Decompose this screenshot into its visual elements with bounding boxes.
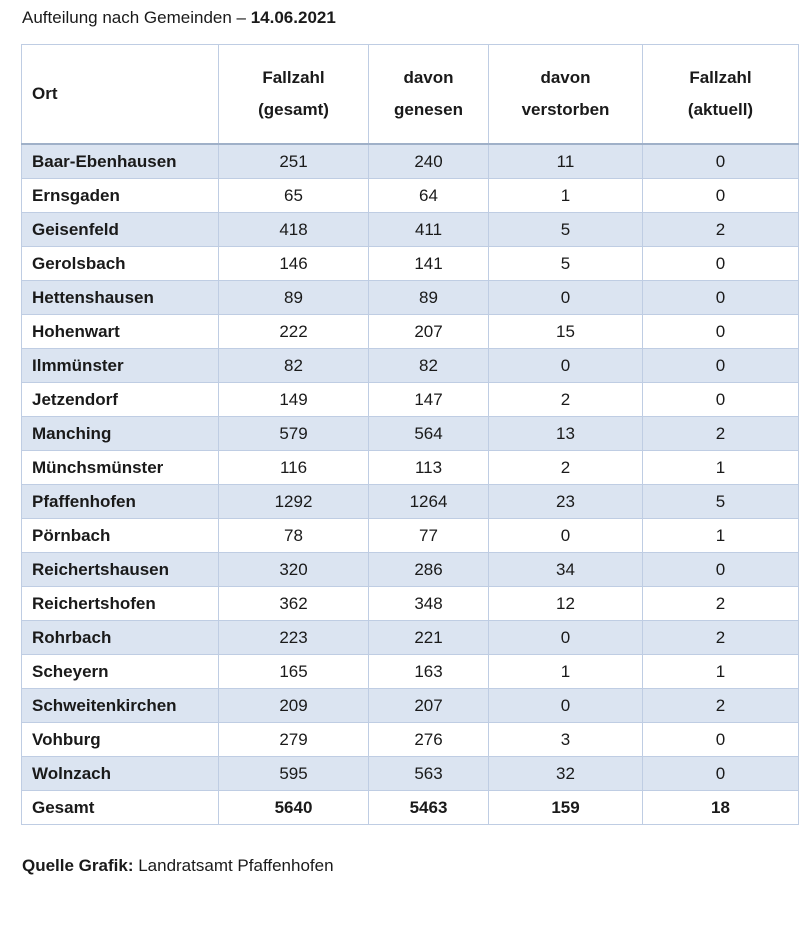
cases-table bbox=[21, 44, 799, 825]
header-fallzahl-gesamt: Fallzahl (gesamt) bbox=[219, 45, 369, 145]
table-row bbox=[22, 553, 799, 587]
cell-ort: Münchsmünster bbox=[22, 451, 219, 485]
cell-verstorben: 0 bbox=[489, 519, 643, 553]
cell-ort: Hohenwart bbox=[22, 315, 219, 349]
table-row bbox=[22, 349, 799, 383]
cell-ort: Schweitenkirchen bbox=[22, 689, 219, 723]
cell-fallzahl-gesamt: 78 bbox=[219, 519, 369, 553]
cell-verstorben: 1 bbox=[489, 179, 643, 213]
cell-fallzahl-aktuell: 0 bbox=[643, 179, 799, 213]
source-note bbox=[22, 855, 334, 877]
cell-verstorben: 34 bbox=[489, 553, 643, 587]
cell-fallzahl-gesamt: 165 bbox=[219, 655, 369, 689]
cell-ort: Hettenshausen bbox=[22, 281, 219, 315]
cell-fallzahl-aktuell: 0 bbox=[643, 757, 799, 791]
table-row bbox=[22, 247, 799, 281]
total-cell-fallzahl-aktuell: 18 bbox=[643, 791, 799, 825]
table-body bbox=[22, 144, 799, 825]
cell-genesen: 207 bbox=[369, 315, 489, 349]
cell-ort: Reichertshofen bbox=[22, 587, 219, 621]
cell-verstorben: 0 bbox=[489, 281, 643, 315]
cell-fallzahl-gesamt: 1292 bbox=[219, 485, 369, 519]
total-cell-ort: Gesamt bbox=[22, 791, 219, 825]
cell-fallzahl-gesamt: 89 bbox=[219, 281, 369, 315]
cell-verstorben: 13 bbox=[489, 417, 643, 451]
header-verstorben: davon verstorben bbox=[489, 45, 643, 145]
cell-fallzahl-gesamt: 116 bbox=[219, 451, 369, 485]
table-row bbox=[22, 213, 799, 247]
cell-fallzahl-aktuell: 5 bbox=[643, 485, 799, 519]
cell-genesen: 276 bbox=[369, 723, 489, 757]
table-row bbox=[22, 689, 799, 723]
source-label: Quelle Grafik: bbox=[22, 856, 134, 875]
cell-ort: Gerolsbach bbox=[22, 247, 219, 281]
cell-verstorben: 3 bbox=[489, 723, 643, 757]
cell-fallzahl-gesamt: 209 bbox=[219, 689, 369, 723]
cell-ort: Reichertshausen bbox=[22, 553, 219, 587]
cell-genesen: 348 bbox=[369, 587, 489, 621]
cell-fallzahl-gesamt: 222 bbox=[219, 315, 369, 349]
cell-genesen: 563 bbox=[369, 757, 489, 791]
table-row bbox=[22, 723, 799, 757]
cell-fallzahl-gesamt: 418 bbox=[219, 213, 369, 247]
cell-genesen: 207 bbox=[369, 689, 489, 723]
cell-genesen: 564 bbox=[369, 417, 489, 451]
cell-genesen: 64 bbox=[369, 179, 489, 213]
cell-ort: Manching bbox=[22, 417, 219, 451]
table-row bbox=[22, 485, 799, 519]
cell-fallzahl-gesamt: 251 bbox=[219, 144, 369, 179]
cell-fallzahl-aktuell: 2 bbox=[643, 213, 799, 247]
cell-ort: Jetzendorf bbox=[22, 383, 219, 417]
table-row bbox=[22, 144, 799, 179]
cell-fallzahl-gesamt: 146 bbox=[219, 247, 369, 281]
cell-fallzahl-gesamt: 362 bbox=[219, 587, 369, 621]
cell-ort: Pörnbach bbox=[22, 519, 219, 553]
cell-fallzahl-aktuell: 2 bbox=[643, 621, 799, 655]
header-ort: Ort bbox=[22, 45, 219, 145]
table-row bbox=[22, 281, 799, 315]
cell-verstorben: 15 bbox=[489, 315, 643, 349]
cell-fallzahl-aktuell: 0 bbox=[643, 144, 799, 179]
cell-fallzahl-aktuell: 0 bbox=[643, 553, 799, 587]
cell-fallzahl-gesamt: 149 bbox=[219, 383, 369, 417]
cell-ort: Scheyern bbox=[22, 655, 219, 689]
table-row bbox=[22, 451, 799, 485]
header-row bbox=[22, 45, 799, 145]
table-row bbox=[22, 179, 799, 213]
cell-ort: Ernsgaden bbox=[22, 179, 219, 213]
cell-verstorben: 0 bbox=[489, 689, 643, 723]
cell-genesen: 89 bbox=[369, 281, 489, 315]
cell-fallzahl-aktuell: 0 bbox=[643, 247, 799, 281]
cell-genesen: 113 bbox=[369, 451, 489, 485]
cell-fallzahl-aktuell: 0 bbox=[643, 281, 799, 315]
cell-fallzahl-aktuell: 0 bbox=[643, 349, 799, 383]
cell-verstorben: 5 bbox=[489, 247, 643, 281]
cell-fallzahl-aktuell: 0 bbox=[643, 383, 799, 417]
header-fallzahl-aktuell: Fallzahl (aktuell) bbox=[643, 45, 799, 145]
total-cell-fallzahl-gesamt: 5640 bbox=[219, 791, 369, 825]
cell-fallzahl-aktuell: 2 bbox=[643, 417, 799, 451]
cell-verstorben: 12 bbox=[489, 587, 643, 621]
cell-genesen: 286 bbox=[369, 553, 489, 587]
cell-genesen: 82 bbox=[369, 349, 489, 383]
source-value: Landratsamt Pfaffenhofen bbox=[133, 856, 334, 875]
cell-genesen: 147 bbox=[369, 383, 489, 417]
cell-ort: Geisenfeld bbox=[22, 213, 219, 247]
page-title bbox=[22, 7, 336, 29]
cell-verstorben: 0 bbox=[489, 621, 643, 655]
cell-ort: Ilmmünster bbox=[22, 349, 219, 383]
cell-genesen: 163 bbox=[369, 655, 489, 689]
cell-verstorben: 23 bbox=[489, 485, 643, 519]
table-row bbox=[22, 383, 799, 417]
cell-verstorben: 1 bbox=[489, 655, 643, 689]
cell-fallzahl-gesamt: 82 bbox=[219, 349, 369, 383]
cell-fallzahl-gesamt: 279 bbox=[219, 723, 369, 757]
cell-ort: Wolnzach bbox=[22, 757, 219, 791]
table-row bbox=[22, 519, 799, 553]
header-genesen: davon genesen bbox=[369, 45, 489, 145]
cell-fallzahl-aktuell: 1 bbox=[643, 519, 799, 553]
cell-verstorben: 0 bbox=[489, 349, 643, 383]
title-date: 14.06.2021 bbox=[250, 8, 336, 27]
cell-fallzahl-gesamt: 579 bbox=[219, 417, 369, 451]
table-row bbox=[22, 315, 799, 349]
cell-verstorben: 32 bbox=[489, 757, 643, 791]
cell-fallzahl-gesamt: 223 bbox=[219, 621, 369, 655]
cell-genesen: 141 bbox=[369, 247, 489, 281]
cell-fallzahl-aktuell: 0 bbox=[643, 315, 799, 349]
cell-genesen: 77 bbox=[369, 519, 489, 553]
cell-ort: Rohrbach bbox=[22, 621, 219, 655]
table-row bbox=[22, 621, 799, 655]
total-cell-verstorben: 159 bbox=[489, 791, 643, 825]
cell-ort: Vohburg bbox=[22, 723, 219, 757]
cell-fallzahl-aktuell: 2 bbox=[643, 689, 799, 723]
total-row bbox=[22, 791, 799, 825]
cell-verstorben: 2 bbox=[489, 451, 643, 485]
cell-fallzahl-gesamt: 595 bbox=[219, 757, 369, 791]
cell-fallzahl-aktuell: 1 bbox=[643, 655, 799, 689]
table-row bbox=[22, 417, 799, 451]
cell-genesen: 221 bbox=[369, 621, 489, 655]
cell-fallzahl-aktuell: 2 bbox=[643, 587, 799, 621]
table-row bbox=[22, 757, 799, 791]
title-prefix: Aufteilung nach Gemeinden – bbox=[22, 8, 251, 27]
cell-ort: Baar-Ebenhausen bbox=[22, 144, 219, 179]
cell-genesen: 240 bbox=[369, 144, 489, 179]
cell-fallzahl-gesamt: 65 bbox=[219, 179, 369, 213]
cell-fallzahl-gesamt: 320 bbox=[219, 553, 369, 587]
total-cell-genesen: 5463 bbox=[369, 791, 489, 825]
cell-genesen: 411 bbox=[369, 213, 489, 247]
cell-ort: Pfaffenhofen bbox=[22, 485, 219, 519]
cell-fallzahl-aktuell: 0 bbox=[643, 723, 799, 757]
cell-verstorben: 5 bbox=[489, 213, 643, 247]
cell-genesen: 1264 bbox=[369, 485, 489, 519]
cell-verstorben: 2 bbox=[489, 383, 643, 417]
cell-fallzahl-aktuell: 1 bbox=[643, 451, 799, 485]
cell-verstorben: 11 bbox=[489, 144, 643, 179]
table-row bbox=[22, 587, 799, 621]
table-row bbox=[22, 655, 799, 689]
